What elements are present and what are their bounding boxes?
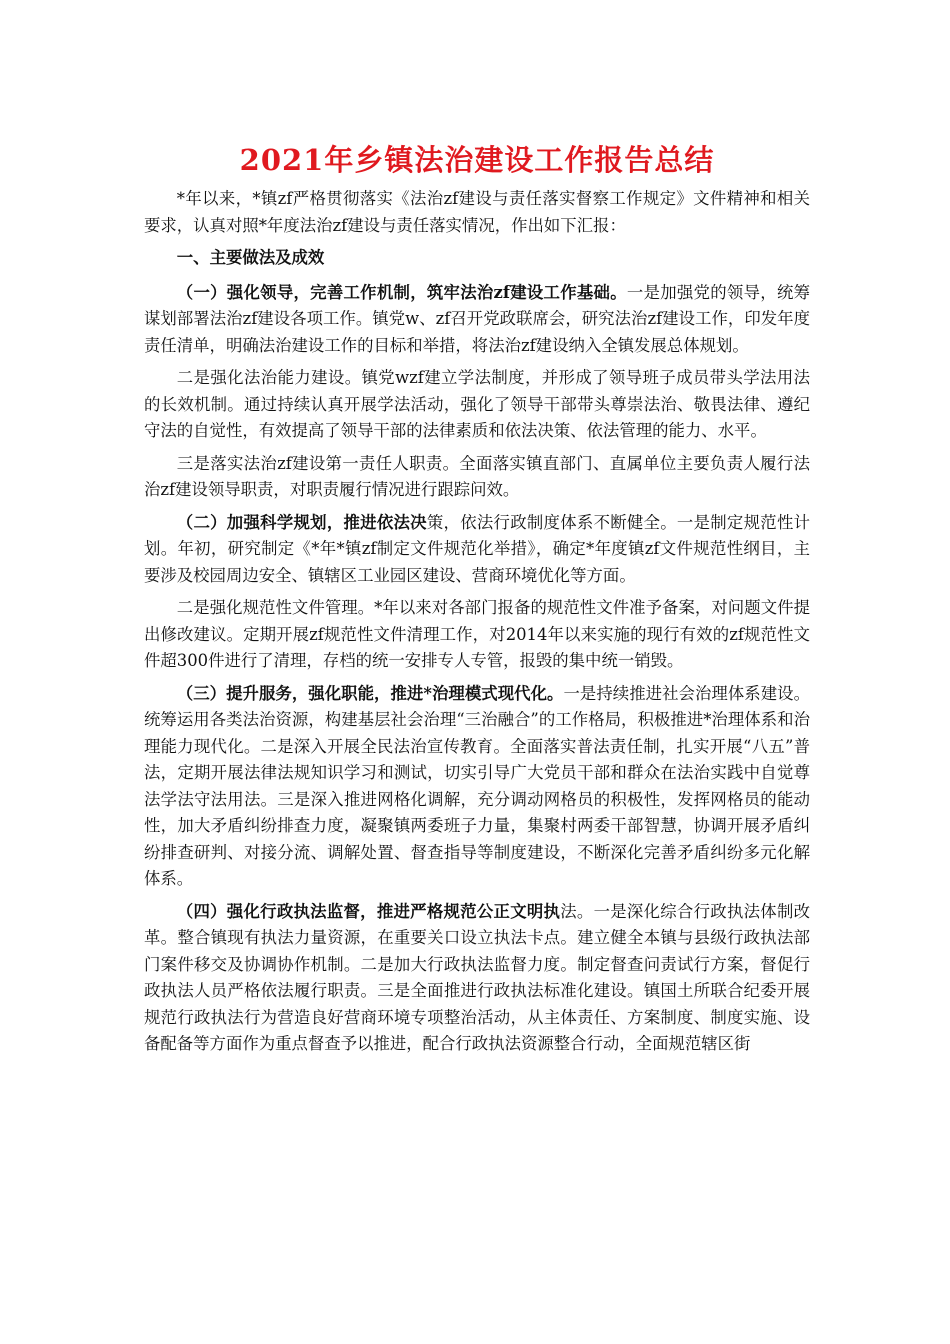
paragraph-7-body: 法。一是深化综合行政执法体制改革。整合镇现有执法力量资源，在重要关口设立执法卡点。建立健全本镇与县级行政执法部门案件移交及协调协作机制。二是加大行政执法监督力度。制定督查问责试行方案，督促行政执法人员严格依法履行职责。三是全面推进行政执法标准化建设。镇国土所联合纪委开展规范行政执法行为营造良好营商环境专项整治活动，从主体责任、方案制度、制度实施、设备配备等方面作为重点督查予以推进，配合行政执法资源整合行动，全面规范辖区街 bbox=[144, 901, 811, 1053]
paragraph-5: 二是强化规范性文件管理。*年以来对各部门报备的规范性文件准予备案，对问题文件提出修改建议。定期开展zf规范性文件清理工作，对2014年以来实施的现行有效的zf规范性文件超300件进行了清理，存档的统一安排专人专管，报毁的集中统一销毁。 bbox=[144, 598, 810, 670]
paragraph-6 bbox=[144, 681, 810, 893]
paragraph-1 bbox=[144, 280, 810, 360]
paragraph-4 bbox=[144, 510, 810, 590]
paragraph-4-body: 策，依法行政制度体系不断健全。一是制定规范性计划。年初，研究制定《*年*镇zf制定文件规范化举措》，确定*年度镇zf文件规范性纲目，主要涉及校园周边安全、镇辖区工业园区建设、营商环境优化等方面。 bbox=[144, 512, 811, 585]
paragraph-6-body: 一是持续推进社会治理体系建设。统筹运用各类法治资源，构建基层社会治理“三治融合”的工作格局，积极推进*治理体系和治理能力现代化。二是深入开展全民法治宣传教育。全面落实普法责任制，扎实开展“八五”普法，定期开展法律法规知识学习和测试，切实引导广大党员干部和群众在法治实践中自觉尊法学法守法用法。三是深入推进网格化调解，充分调动网格员的积极性，发挥网格员的能动性，加大矛盾纠纷排查力度，凝聚镇两委班子力量，集聚村两委干部智慧，协调开展矛盾纠纷排查研判、对接分流、调解处置、督查指导等制度建设，不断深化完善矛盾纠纷多元化解体系。 bbox=[144, 683, 810, 888]
paragraph-6-lead: （三）提升服务，强化职能，推进*治理模式现代化。 bbox=[176, 683, 564, 703]
paragraph-3: 三是落实法治zf建设第一责任人职责。全面落实镇直部门、直属单位主要负责人履行法治zf建设领导职责，对职责履行情况进行跟踪问效。 bbox=[144, 453, 810, 499]
document-title: 2021年乡镇法治建设工作报告总结 bbox=[239, 143, 715, 177]
paragraph-4-lead: （二）加强科学规划，推进依法决 bbox=[176, 512, 427, 532]
intro-paragraph: *年以来，*镇zf严格贯彻落实《法治zf建设与责任落实督察工作规定》文件精神和相关要求，认真对照*年度法治zf建设与责任落实情况，作出如下汇报： bbox=[144, 189, 810, 235]
paragraph-7-lead: （四）强化行政执法监督，推进严格规范公正文明执 bbox=[176, 901, 561, 921]
paragraph-1-body: 一是加强党的领导，统筹谋划部署法治zf建设各项工作。镇党w、zf召开党政联席会，研究法治zf建设工作，印发年度责任清单，明确法治建设工作的目标和举措，将法治zf建设纳入全镇发展总体规划。 bbox=[144, 282, 811, 355]
paragraph-2: 二是强化法治能力建设。镇党wzf建立学法制度，并形成了领导班子成员带头学法用法的长效机制。通过持续认真开展学法活动，强化了领导干部带头尊崇法治、敬畏法律、遵纪守法的自觉性，有效提高了领导干部的法律素质和依法决策、依法管理的能力、水平。 bbox=[144, 368, 810, 440]
paragraph-1-lead: （一）强化领导，完善工作机制，筑牢法治zf建设工作基础。 bbox=[176, 282, 627, 302]
document-page bbox=[144, 140, 810, 1064]
section-heading-1: 一、主要做法及成效 bbox=[176, 248, 325, 267]
paragraph-7 bbox=[144, 899, 810, 1058]
